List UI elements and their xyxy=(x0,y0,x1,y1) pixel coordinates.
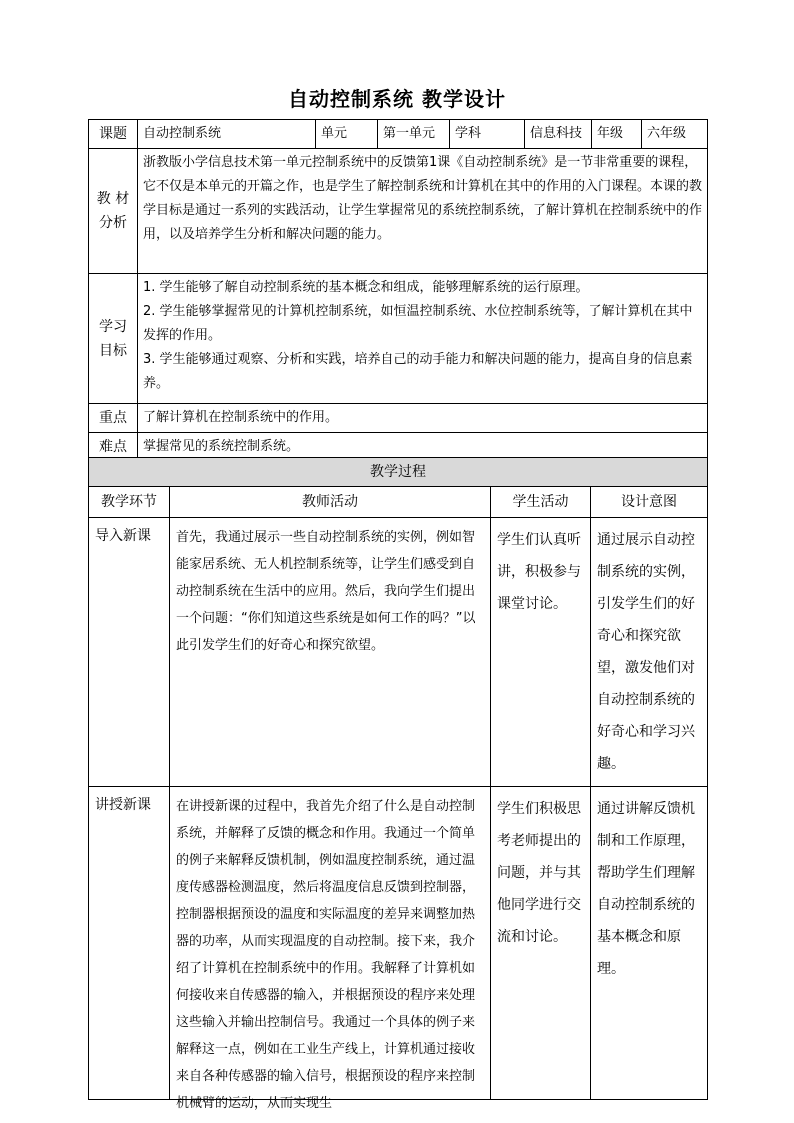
page-title: 自动控制系统 教学设计 xyxy=(288,87,506,111)
column-header-section: 教学环节 xyxy=(89,487,170,518)
teacher-activity: 首先，我通过展示一些自动控制系统的实例，例如智能家居系统、无人机控制系统等，让学生们感受到自动控制系统在生活中的应用。然后，我向学生们提出一个问题：“你们知道这些系统是如何工作的吗？”以此引发学生们的好奇心和探究欲望。 xyxy=(170,518,491,787)
student-activity: 学生们积极思考老师提出的问题，并与其他同学进行交流和讨论。 xyxy=(491,787,591,1100)
column-header-teacher: 教师活动 xyxy=(170,487,491,518)
objectives-label xyxy=(89,274,138,404)
teacher-activity-text: 在讲授新课的过程中，我首先介绍了什么是自动控制系统，并解释了反馈的概念和作用。我通过一个简单的例子来解释反馈机制，例如温度控制系统，通过温度传感器检测温度，然后将温度信息反馈到控制器，控制器根据预设的温度和实际温度的差异来调整加热器的功率，从而实现温度的自动控制。接下来，我介绍了计算机在控制系统中的作用。我解释了计算机如何接收来自传感器的输入，并根据预设的程序来处理这些输入并输出控制信号。我通过一个具体的例子来解释这一点，例如在工业生产线上，计算机通过接收来自各种传感器的输入信号，根据预设的程序来控制机械臂的运动，从而实现生 xyxy=(176,799,476,1111)
difficulty-text: 掌握常见的系统控制系统。 xyxy=(138,433,708,462)
objectives-list xyxy=(138,274,708,404)
section-name: 导入新课 xyxy=(89,518,170,787)
grade-label: 年级 xyxy=(592,120,642,149)
objectives-row xyxy=(89,274,708,404)
analysis-label-line2: 分析 xyxy=(99,215,127,231)
info-table xyxy=(88,119,708,462)
section-name: 讲授新课 xyxy=(89,787,170,1100)
design-intent: 通过展示自动控制系统的实例，引发学生们的好奇心和探究欲望，激发他们对自动控制系统的好奇心和学习兴趣。 xyxy=(591,518,708,787)
process-column-header-row xyxy=(89,487,708,518)
student-activity: 学生们认真听讲，积极参与课堂讨论。 xyxy=(491,518,591,787)
analysis-row xyxy=(89,149,708,274)
objective-item: 1. 学生能够了解自动控制系统的基本概念和组成，能够理解系统的运行原理。 xyxy=(143,280,589,295)
column-header-student: 学生活动 xyxy=(491,487,591,518)
teacher-activity xyxy=(170,787,491,1111)
process-header-row xyxy=(89,458,708,487)
topic-label: 课题 xyxy=(89,120,138,149)
unit-value: 第一单元 xyxy=(378,120,450,149)
topic-value: 自动控制系统 xyxy=(138,120,316,149)
grade-value: 六年级 xyxy=(642,120,708,149)
table-row xyxy=(89,518,708,787)
analysis-text: 浙教版小学信息技术第一单元控制系统中的反馈第1课《自动控制系统》是一节非常重要的课程，它不仅是本单元的开篇之作，也是学生了解控制系统和计算机在其中的作用的入门课程。本课的教学目标是通过一系列的实践活动，让学生掌握常见的系统控制系统，了解计算机在控制系统中的作用，以及培养学生分析和解决问题的能力。 xyxy=(138,149,708,274)
objectives-label-line1: 学习 xyxy=(99,318,127,335)
analysis-label-line1: 教 材 xyxy=(96,191,130,207)
key-point-row xyxy=(89,404,708,433)
subject-value: 信息科技 xyxy=(525,120,592,149)
info-row xyxy=(89,120,708,149)
key-point-label: 重点 xyxy=(89,404,138,433)
unit-label: 单元 xyxy=(316,120,378,149)
objective-item: 2. 学生能够掌握常见的计算机控制系统，如恒温控制系统、水位控制系统等，了解计算机在其中发挥的作用。 xyxy=(143,304,693,343)
objective-item: 3. 学生能够通过观察、分析和实践，培养自己的动手能力和解决问题的能力，提高自身的信息素养。 xyxy=(143,352,693,391)
key-point-text: 了解计算机在控制系统中的作用。 xyxy=(138,404,708,433)
column-header-design: 设计意图 xyxy=(591,487,708,518)
analysis-label xyxy=(89,149,138,274)
table-row xyxy=(89,787,708,1100)
difficulty-label: 难点 xyxy=(89,433,138,462)
objectives-label-line2: 目标 xyxy=(99,342,127,359)
design-intent: 通过讲解反馈机制和工作原理，帮助学生们理解自动控制系统的基本概念和原理。 xyxy=(591,787,708,1100)
subject-label: 学科 xyxy=(450,120,525,149)
process-table xyxy=(88,457,708,1111)
process-header: 教学过程 xyxy=(89,458,708,487)
